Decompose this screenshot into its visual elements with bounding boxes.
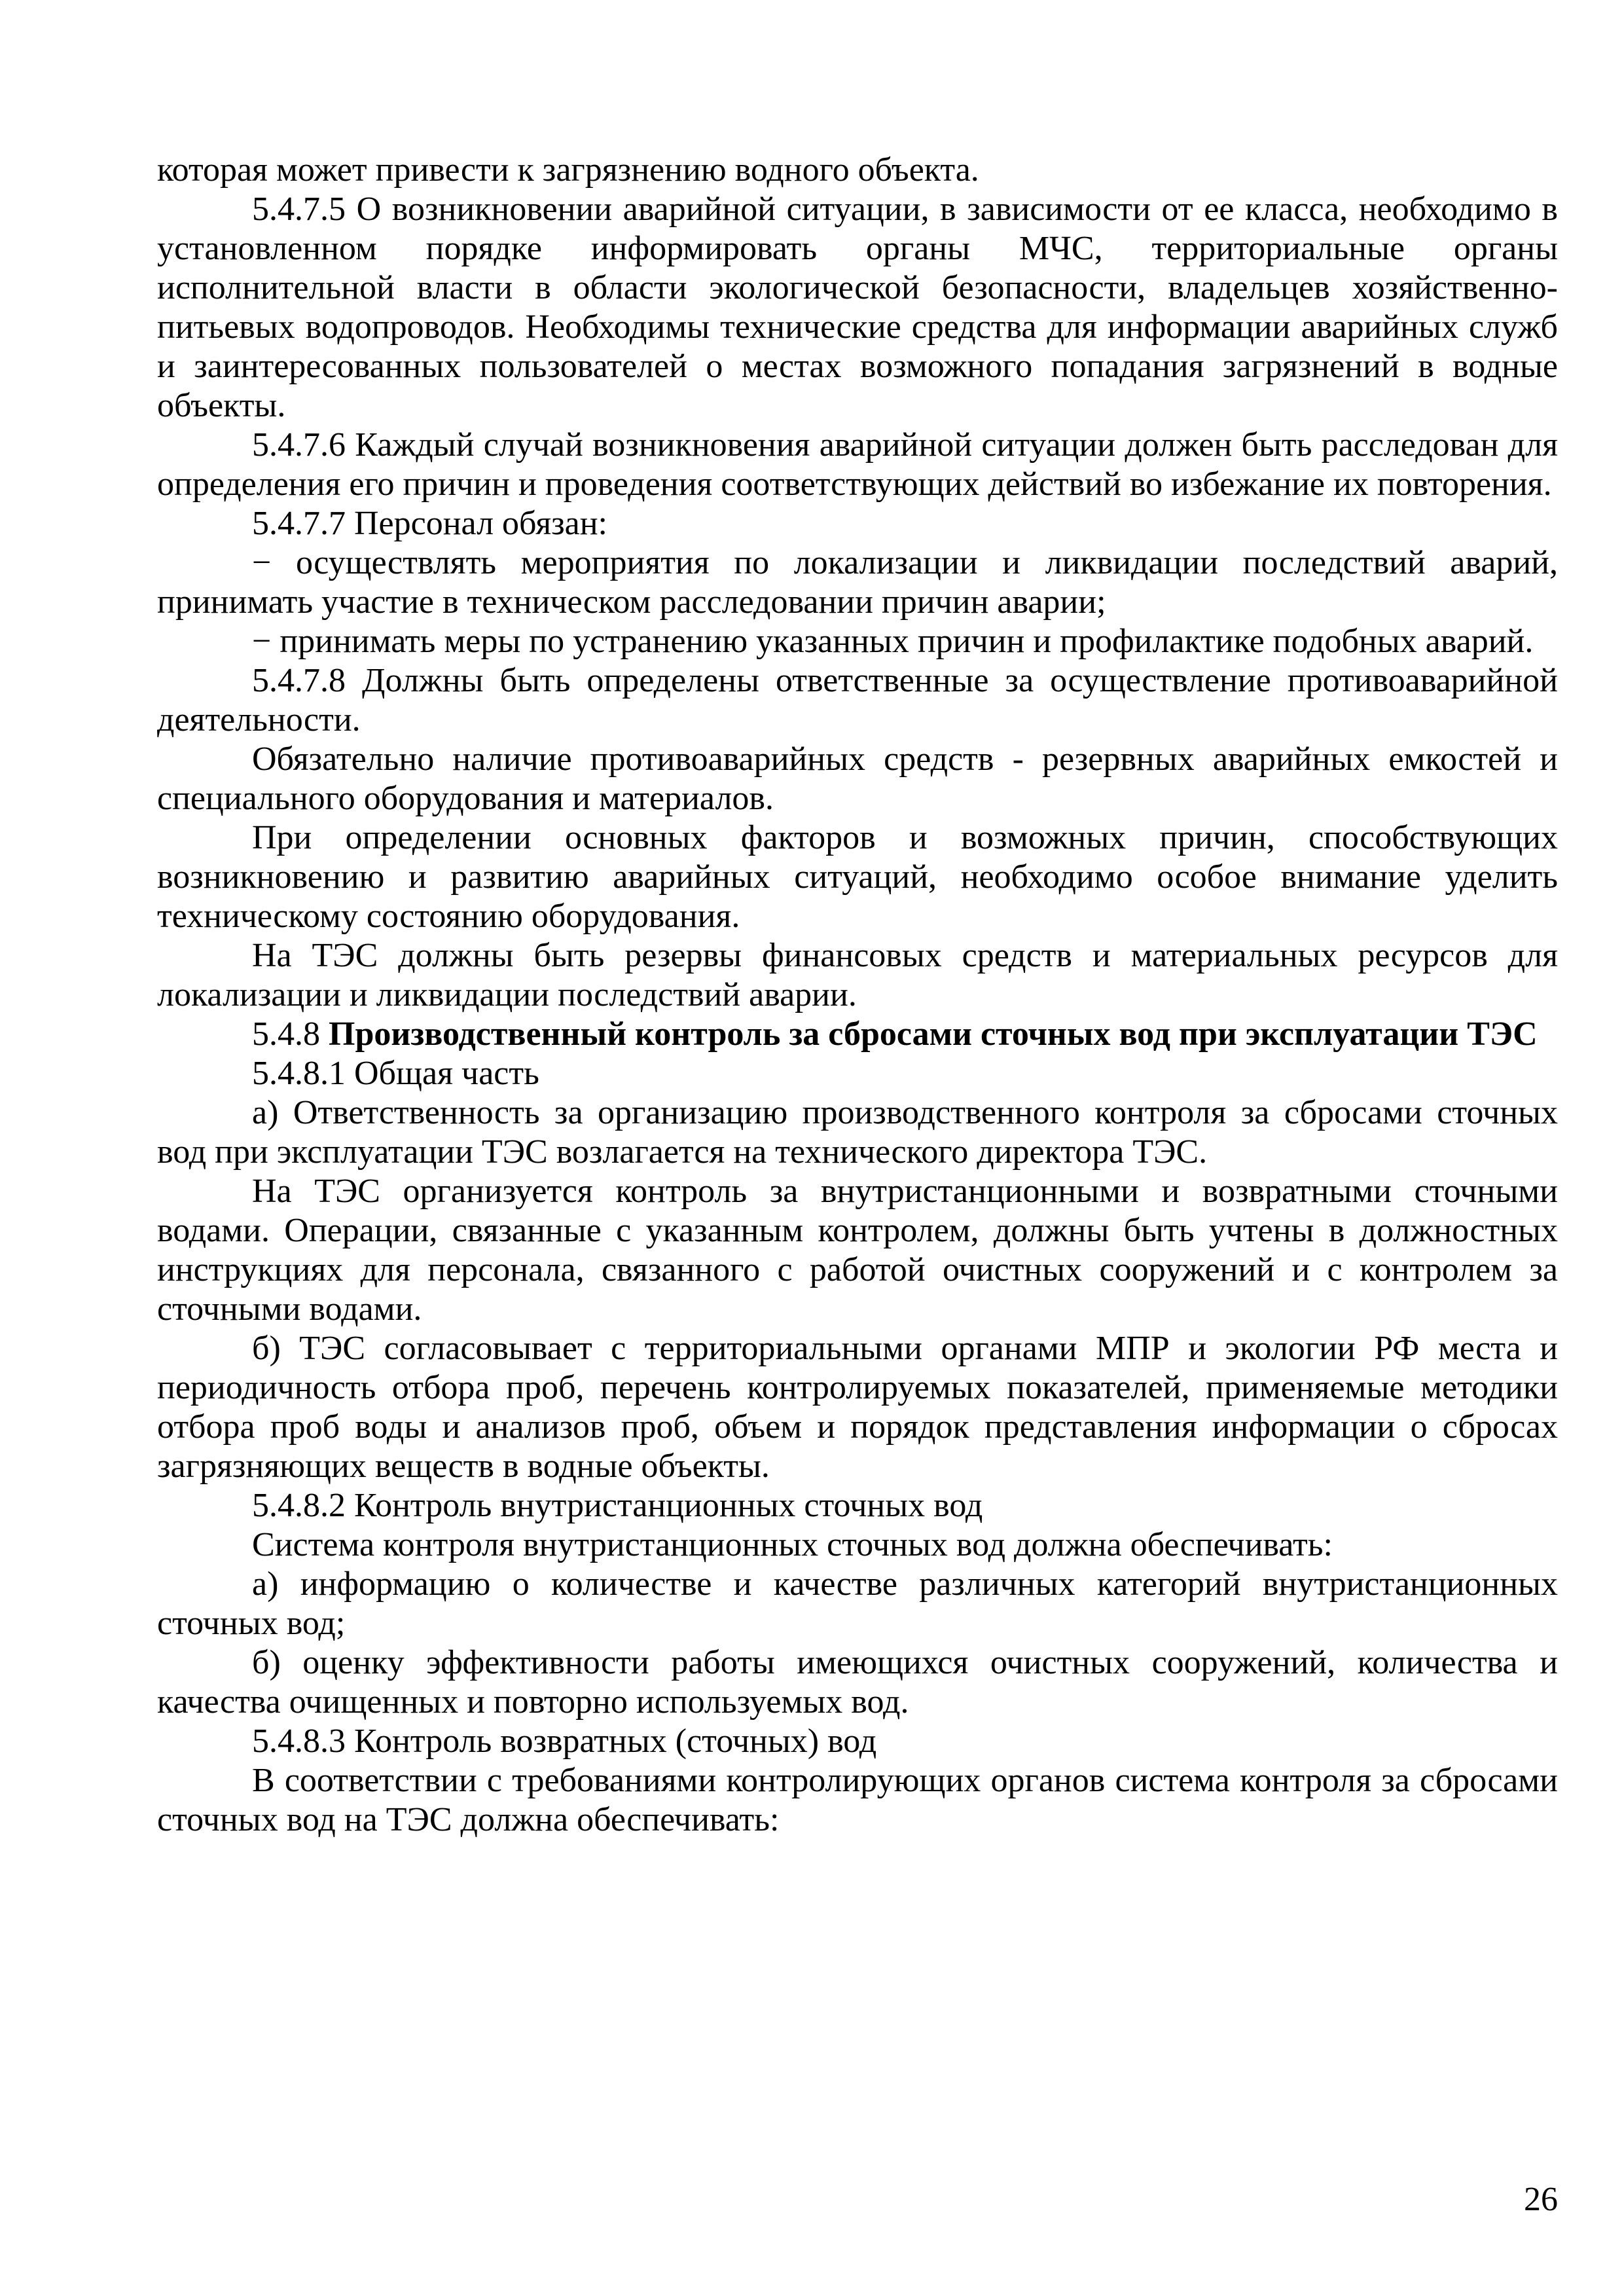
paragraph [157,504,1558,543]
text-run: б) ТЭС согласовывает с территориальными органами МПР и экологии РФ места и периодичность отбора проб, перечень контролируемых показателей, применяемые методики отбора проб воды и анализов проб, объем и порядок представления информации о сбросах загрязняющих веществ в водные объекты. [157,1330,1558,1485]
paragraph [157,1172,1558,1329]
text-run: 5.4.8.2 Контроль внутристанционных сточных вод [252,1487,983,1524]
paragraph [157,151,1558,190]
text-run: а) Ответственность за организацию производственного контроля за сбросами сточных вод при эксплуатации ТЭС возлагается на технического директора ТЭС. [157,1094,1558,1171]
paragraph [157,1525,1558,1565]
text-run: которая может привести к загрязнению водного объекта. [157,151,979,189]
text-run: − осуществлять мероприятия по локализации и ликвидации последствий аварий, принимать участие в техническом расследовании причин аварии; [157,544,1558,621]
text-run: 5.4.7.7 Персонал обязан: [252,505,608,542]
text-run: б) оценку эффективности работы имеющихся очистных сооружений, количества и качества очищенных и повторно используемых вод. [157,1644,1558,1721]
paragraph [157,818,1558,936]
text-run: 5.4.8 [252,1015,329,1053]
text-run: 5.4.7.5 О возникновении аварийной ситуации, в зависимости от ее класса, необходимо в установленном порядке информировать органы МЧС, территориальные органы исполнительной власти в области экологической безопасности, владельцев хозяйственно-питьевых водопроводов. Необходимы технические средства для информации аварийных служб и заинтересованных пользователей о местах возможного попадания загрязнений в водные объекты. [157,191,1558,424]
paragraph [157,1054,1558,1093]
paragraph [157,1329,1558,1486]
text-run: При определении основных факторов и возможных причин, способствующих возникновению и развитию аварийных ситуаций, необходимо особое внимание уделить техническому состоянию оборудования. [157,819,1558,935]
paragraph [157,1643,1558,1722]
text-run: а) информацию о количестве и качестве различных категорий внутристанционных сточных вод; [157,1565,1558,1642]
paragraph [157,740,1558,818]
document-body [157,151,1558,1840]
paragraph [157,1486,1558,1525]
paragraph [157,622,1558,661]
text-run: 5.4.8.1 Общая часть [252,1055,539,1092]
text-run: На ТЭС организуется контроль за внутристанционными и возвратными сточными водами. Операции, связанные с указанным контролем, должны быть учтены в должностных инструкциях для персонала, связанного с работой очистных сооружений и с контролем за сточными водами. [157,1173,1558,1328]
section-heading [157,1015,1558,1054]
text-run: Производственный контроль за сбросами сточных вод при эксплуатации ТЭС [329,1015,1538,1053]
paragraph [157,1093,1558,1172]
paragraph [157,426,1558,504]
paragraph [157,190,1558,426]
text-run: 5.4.8.3 Контроль возвратных (сточных) вод [252,1722,877,1760]
text-run: Обязательно наличие противоаварийных средств - резервных аварийных емкостей и специального оборудования и материалов. [157,740,1558,817]
text-run: − принимать меры по устранению указанных причин и профилактике подобных аварий. [252,623,1534,660]
page-number: 26 [1524,2181,1558,2218]
text-run: На ТЭС должны быть резервы финансовых средств и материальных ресурсов для локализации и ликвидации последствий аварии. [157,937,1558,1013]
paragraph [157,936,1558,1015]
paragraph [157,661,1558,740]
text-run: 5.4.7.8 Должны быть определены ответственные за осуществление противоаварийной деятельности. [157,662,1558,738]
text-run: 5.4.7.6 Каждый случай возникновения аварийной ситуации должен быть расследован для определения его причин и проведения соответствующих действий во избежание их повторения. [157,426,1558,503]
paragraph [157,1722,1558,1761]
text-run: Система контроля внутристанционных сточных вод должна обеспечивать: [252,1526,1333,1563]
text-run: В соответствии с требованиями контролирующих органов система контроля за сбросами сточных вод на ТЭС должна обеспечивать: [157,1762,1558,1838]
page-footer [157,2180,1558,2219]
paragraph [157,543,1558,622]
paragraph [157,1761,1558,1840]
paragraph [157,1565,1558,1643]
